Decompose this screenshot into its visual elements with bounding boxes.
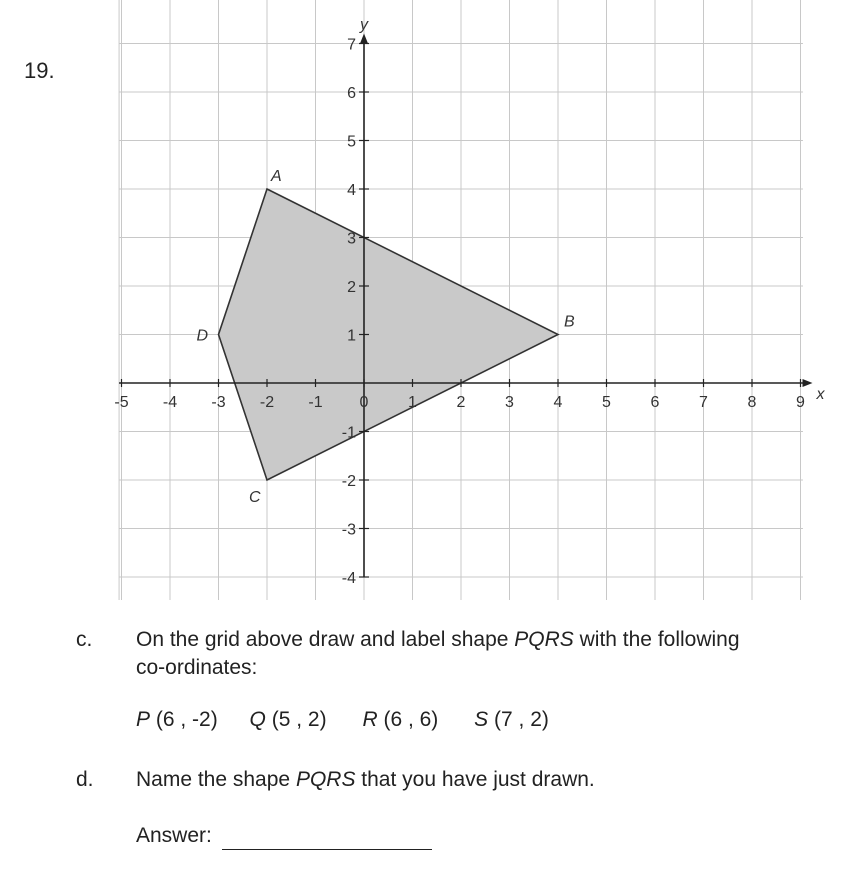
y-tick-label: -2	[341, 473, 356, 490]
x-tick-label: 3	[505, 394, 514, 411]
y-axis-arrow	[360, 34, 368, 44]
y-tick-label: 4	[347, 182, 356, 199]
coordinate-p	[136, 706, 218, 734]
question-number: 19.	[24, 58, 55, 83]
coordinate-r	[362, 706, 438, 734]
vertex-label-b: B	[564, 313, 575, 331]
x-tick-label: -2	[259, 394, 275, 411]
y-tick-label: 6	[347, 85, 356, 102]
vertex-label-d: D	[196, 327, 209, 345]
coordinate-s	[474, 706, 549, 734]
x-tick-label: -4	[162, 394, 178, 411]
coordinate-label: R	[362, 708, 378, 731]
coordinate-label: P	[136, 708, 151, 731]
y-tick-label: 7	[347, 36, 356, 54]
x-tick-label: 0	[359, 394, 369, 411]
x-tick-label: -1	[308, 394, 323, 411]
x-tick-label: -3	[211, 394, 226, 411]
x-tick-label: 8	[747, 394, 757, 411]
part-c-text-after: with the following	[573, 628, 740, 651]
y-tick-label: -3	[341, 521, 356, 539]
vertex-label-a: A	[271, 168, 282, 185]
x-tick-label: 7	[699, 394, 708, 411]
vertex-label-c: C	[249, 489, 261, 506]
y-tick-label: 1	[347, 327, 356, 345]
coordinate-list	[136, 706, 836, 734]
part-d-letter: d.	[76, 768, 94, 791]
coordinate-label: S	[474, 708, 489, 731]
shape-abcd	[219, 189, 559, 480]
answer-row	[136, 822, 836, 850]
coordinate-q	[250, 706, 327, 734]
x-tick-label: 4	[553, 394, 563, 411]
x-tick-label: 2	[456, 394, 466, 411]
x-tick-label: 6	[650, 394, 660, 411]
y-tick-label: 2	[347, 279, 356, 296]
y-tick-label: -4	[341, 570, 356, 587]
part-d-text: Name the shape	[136, 768, 296, 791]
x-tick-label: -5	[114, 394, 129, 411]
part-c-text-line2: co-ordinates:	[136, 656, 258, 679]
x-tick-label: 9	[796, 394, 805, 411]
part-c-text: On the grid above draw and label shape	[136, 628, 515, 651]
y-tick-label: 5	[347, 133, 356, 151]
y-tick-label: 3	[347, 230, 356, 248]
coordinate-value: (5 , 2)	[271, 708, 327, 731]
y-tick-label: -1	[341, 424, 356, 442]
coordinate-label: Q	[249, 708, 266, 731]
part-c-shape-name: PQRS	[514, 628, 574, 651]
x-tick-label: 1	[408, 394, 417, 411]
coordinate-value: (6 , 6)	[383, 708, 439, 731]
part-d-text-after: that you have just drawn.	[355, 768, 595, 791]
coordinate-value: (7 , 2)	[494, 708, 549, 731]
answer-input-line[interactable]	[222, 829, 432, 850]
x-tick-label: 5	[602, 394, 611, 411]
x-axis-label: x	[816, 386, 825, 403]
shape-layer	[219, 189, 559, 480]
x-axis-arrow	[803, 379, 813, 387]
part-c-letter: c.	[76, 628, 93, 651]
part-d-shape-name: PQRS	[295, 768, 356, 791]
answer-label: Answer:	[136, 824, 212, 847]
coordinate-value: (6 , -2)	[155, 708, 218, 731]
y-axis-label: y	[360, 16, 368, 34]
